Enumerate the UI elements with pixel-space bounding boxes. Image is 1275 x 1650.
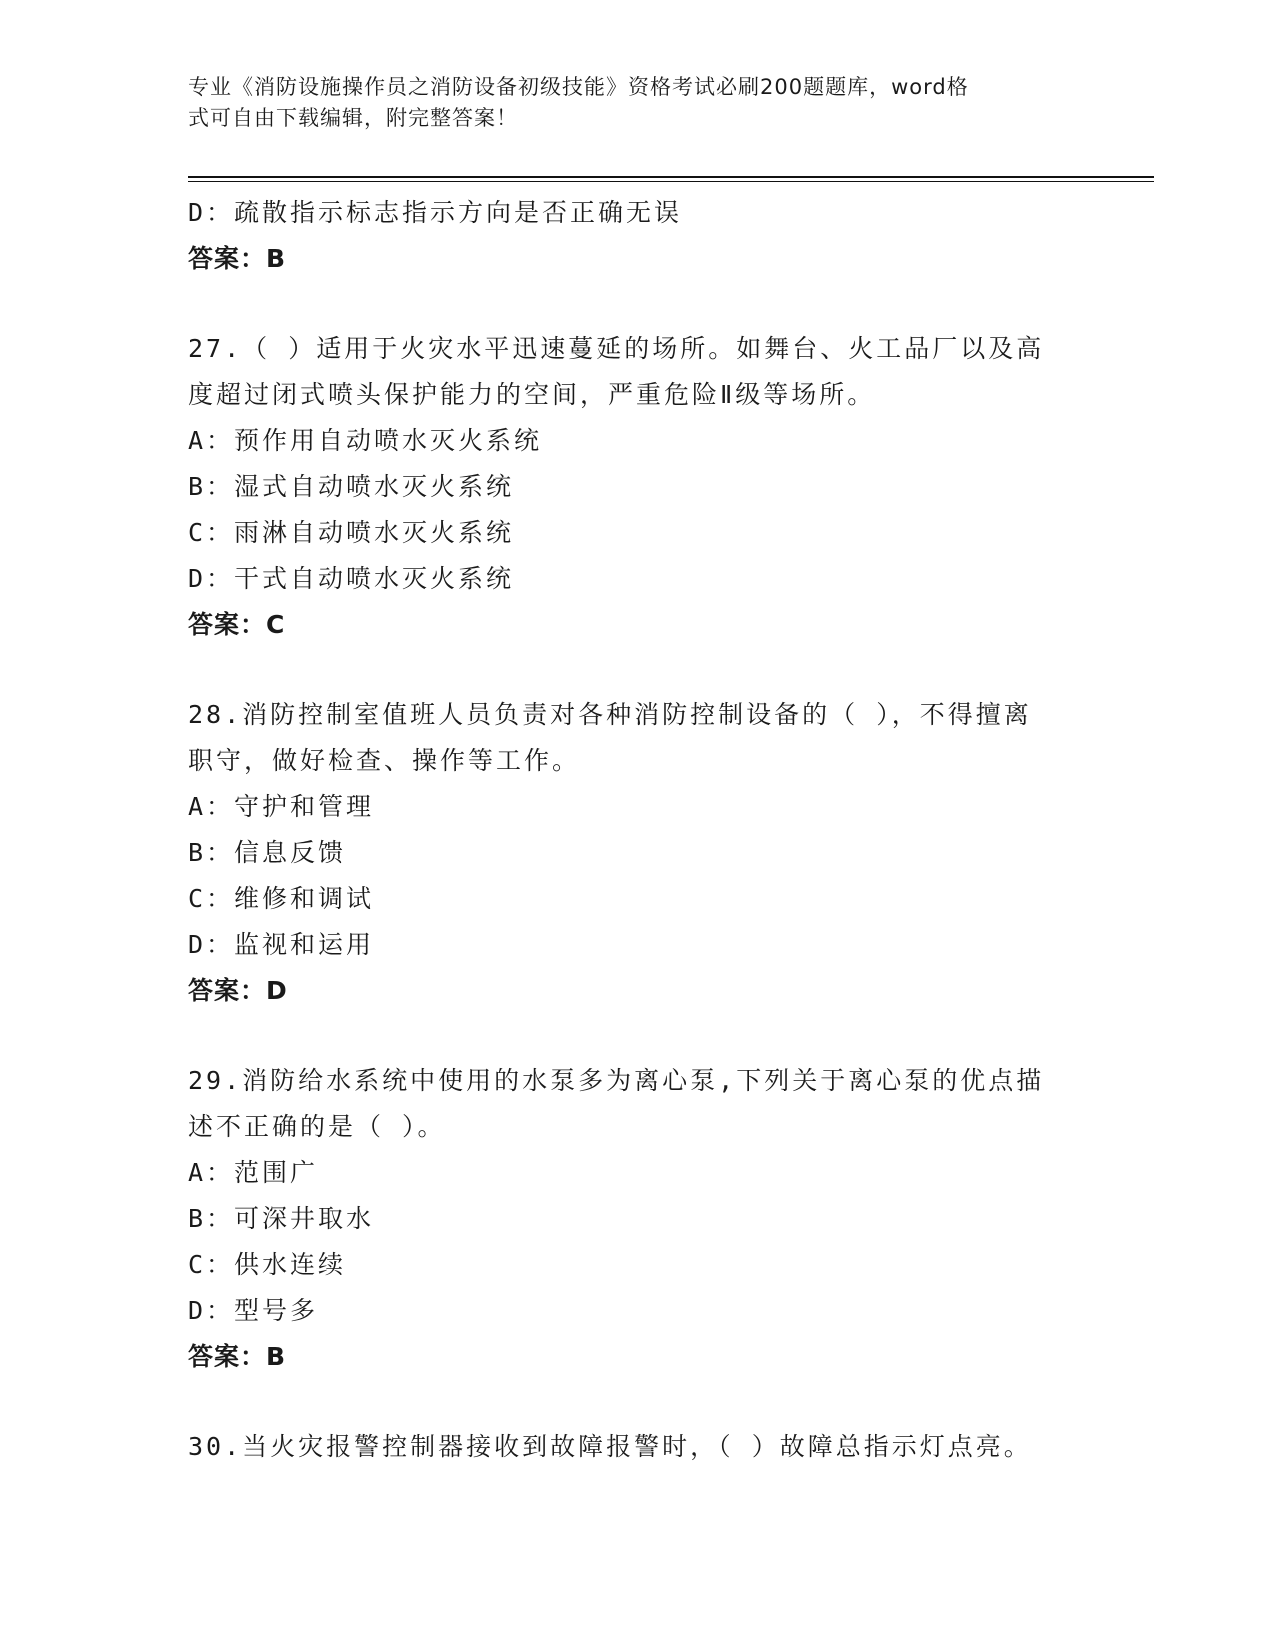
- question-stem-line-1: 28.消防控制室值班人员负责对各种消防控制设备的（ ），不得擅离: [188, 700, 1032, 729]
- page-header: [188, 72, 1068, 134]
- question-stem-line-2: 度超过闭式喷头保护能力的空间，严重危险Ⅱ级等场所。: [188, 380, 876, 409]
- question-stem-line-1: 27.（ ）适用于火灾水平迅速蔓延的场所。如舞台、火工品厂以及高: [188, 334, 1045, 363]
- header-rule-thick: [188, 176, 1154, 178]
- option-b: B：湿式自动喷水灭火系统: [188, 472, 515, 501]
- answer: 答案：C: [188, 610, 286, 639]
- question-stem-line-2: 职守，做好检查、操作等工作。: [188, 746, 581, 775]
- previous-question-tail: [188, 190, 1088, 282]
- option-d: D：疏散指示标志指示方向是否正确无误: [188, 198, 683, 227]
- question-28: [188, 692, 1088, 1014]
- header-rule-thin: [188, 181, 1154, 182]
- answer: 答案：B: [188, 1342, 287, 1371]
- answer: 答案：B: [188, 244, 287, 273]
- option-d: D：干式自动喷水灭火系统: [188, 564, 515, 593]
- option-c: C：维修和调试: [188, 884, 375, 913]
- header-line-2: 式可自由下载编辑，附完整答案！: [188, 106, 518, 130]
- question-stem-line-1: 30.当火灾报警控制器接收到故障报警时，（ ）故障总指示灯点亮。: [188, 1432, 1032, 1461]
- option-c: C：供水连续: [188, 1250, 347, 1279]
- question-list: [188, 190, 1088, 1470]
- question-30: [188, 1424, 1088, 1470]
- question-29: [188, 1058, 1088, 1380]
- header-line-1: 专业《消防设施操作员之消防设备初级技能》资格考试必刷200题题库，word格: [188, 75, 969, 99]
- question-stem-line-1: 29.消防给水系统中使用的水泵多为离心泵,下列关于离心泵的优点描: [188, 1066, 1045, 1095]
- option-b: B：可深井取水: [188, 1204, 375, 1233]
- question-stem-line-2: 述不正确的是（ ）。: [188, 1112, 446, 1141]
- option-b: B：信息反馈: [188, 838, 347, 867]
- option-d: D：型号多: [188, 1296, 319, 1325]
- option-a: A：预作用自动喷水灭火系统: [188, 426, 543, 455]
- question-27: [188, 326, 1088, 648]
- option-a: A：范围广: [188, 1158, 319, 1187]
- answer: 答案：D: [188, 976, 288, 1005]
- option-d: D：监视和运用: [188, 930, 375, 959]
- option-c: C：雨淋自动喷水灭火系统: [188, 518, 515, 547]
- option-a: A：守护和管理: [188, 792, 375, 821]
